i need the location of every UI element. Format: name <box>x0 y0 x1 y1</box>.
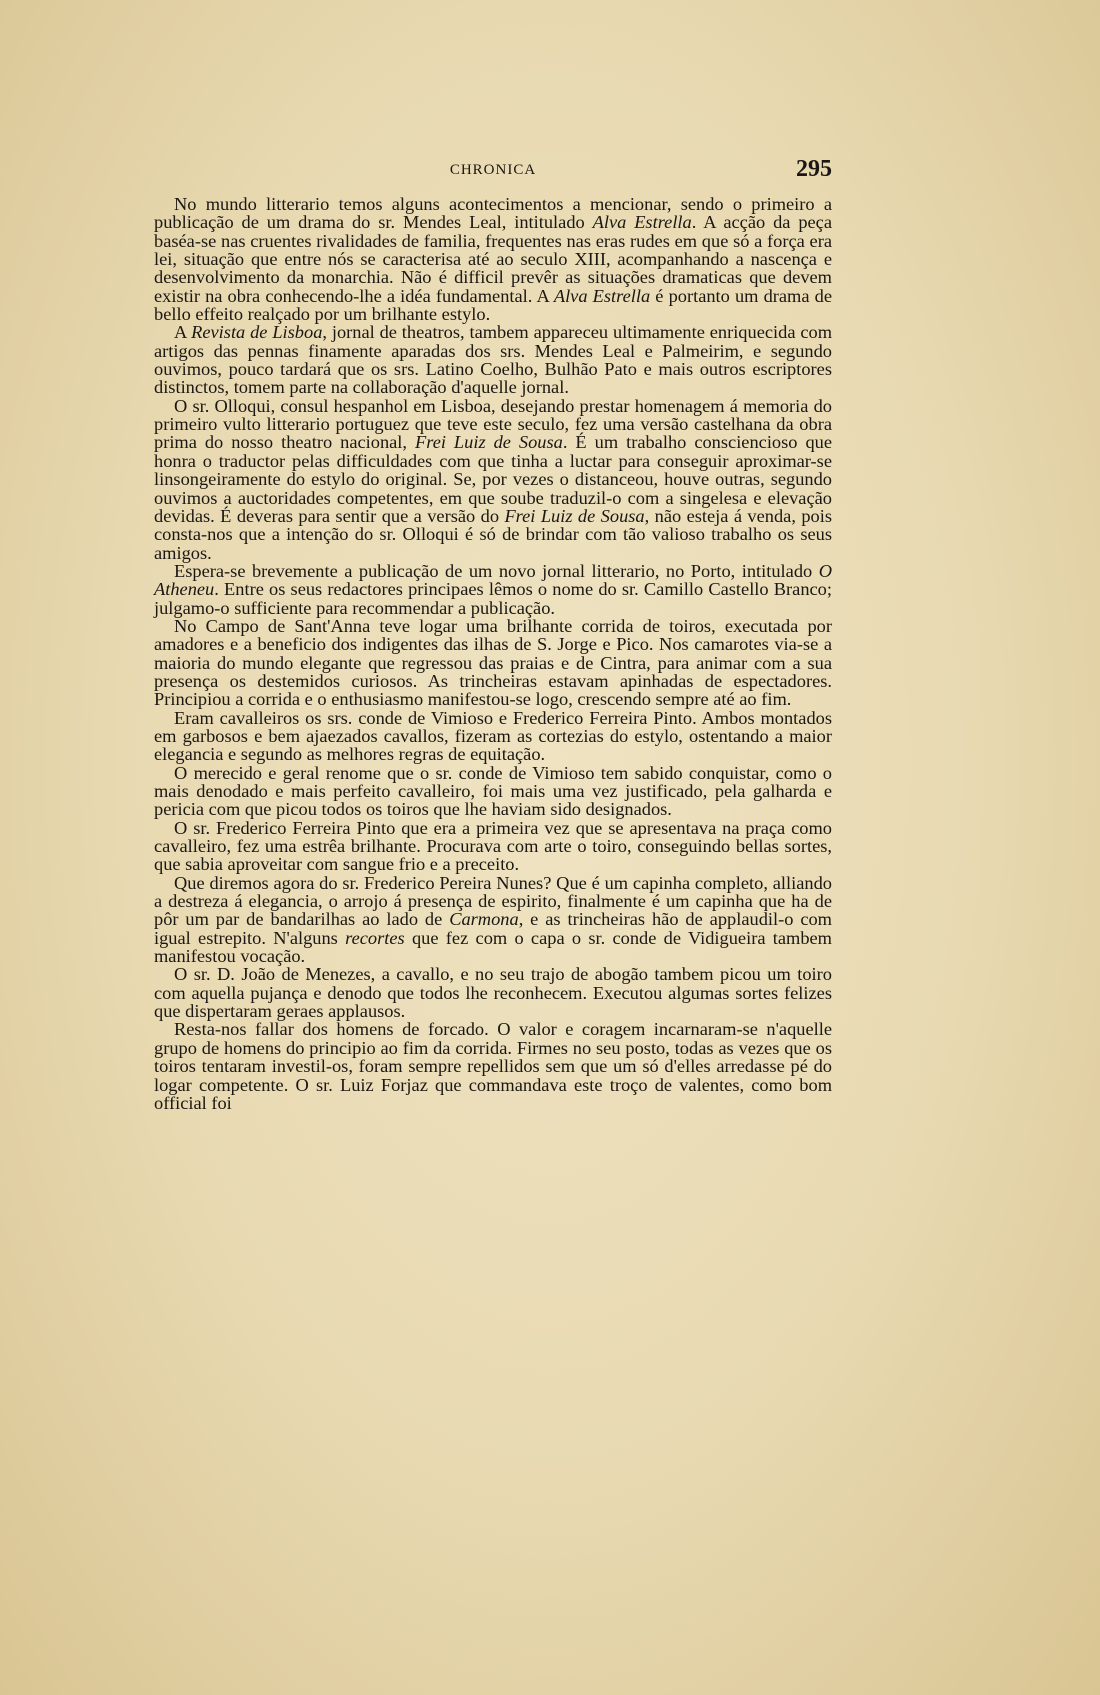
paragraph-olloqui <box>154 397 832 562</box>
paragraph-alva-estrella <box>154 195 832 323</box>
page-number: 295 <box>796 156 832 182</box>
work-title: O Atheneu <box>154 560 832 600</box>
text-segment: que fez com o capa o sr. conde de Vidigueira tambem manifestou vocação. <box>154 927 832 967</box>
text-segment: O sr. D. João de Menezes, a cavallo, e no seu trajo de abogão tambem picou um toiro com aquella pujança e denodo que todos lhe reconhecem. Executou algumas sortes felizes que dispertaram geraes applausos. <box>154 964 832 1022</box>
text-segment: O merecido e geral renome que o sr. conde de Vimioso tem sabido conquistar, como o mais denodado e mais perfeito cavalleiro, foi mais uma vez justificado, pela galharda e pericia com que picou todos os toiros que lhe haviam sido designados. <box>154 762 832 820</box>
work-title: Revista de Lisboa <box>191 322 323 343</box>
text-segment: A <box>174 322 192 343</box>
work-title: Frei Luiz de Sousa <box>414 432 563 453</box>
paragraph-cavalleiros <box>154 709 832 764</box>
text-segment: O sr. Olloqui, consul hespanhol em Lisboa, desejando prestar homenagem á memoria do primeiro vulto litterario portuguez que teve este seculo, fez uma versão castelhana da obra prima do nosso theatro nacional, <box>154 395 832 453</box>
text-segment: Que diremos agora do sr. Frederico Pereira Nunes? Que é um capinha completo, alliando a destreza á elegancia, o arrojo á presença de espirito, finalmente é um capinha que ha de pôr um par de bandarilhas ao lado de <box>154 872 832 930</box>
text-segment: , não esteja á venda, pois consta-nos que a intenção do sr. Olloqui é só de brindar com tão valioso trabalho os seus amigos. <box>154 505 832 563</box>
text-segment: , e as trincheiras hão de applaudil-o com igual estrepito. N'alguns <box>154 909 832 948</box>
text-segment: . A acção da peça baséa-se nas cruentes rivalidades de familia, frequentes nas eras rudes em que só a força era lei, situação que entre nós se caracterisa até ao seculo XIII, acompanhando a nascença e desenvolvimento da monarchia. Não é difficil prevêr as situações dramaticas que devem existir na obra conhecendo-lhe a idéa fundamental. A <box>154 212 832 306</box>
work-title: Frei Luiz de Sousa <box>504 505 645 526</box>
work-title: Alva Estrella <box>592 212 692 233</box>
paragraph-corrida <box>154 617 832 709</box>
term-italic: recortes <box>345 927 405 948</box>
paragraph-menezes <box>154 965 832 1020</box>
text-segment: No mundo litterario temos alguns acontecimentos a mencionar, sendo o primeiro a publicação de um drama do sr. Mendes Leal, intitulado <box>154 194 832 233</box>
name-italic: Carmona <box>449 909 519 930</box>
text-segment: . É um trabalho consciencioso que honra o traductor pelas difficuldades com que tinha a luctar para conseguir aproximar-se linsongeiramente do estylo do original. Se, por vezes o distanceou, houve outras, segundo ouvimos a auctoridades competentes, em que soube traduzil-o com a singelesa e elevação devidas. É deveras para sentir que a versão do <box>154 432 832 526</box>
paragraph-vimioso <box>154 764 832 819</box>
paragraph-pereira-nunes <box>154 874 832 966</box>
text-segment: é portanto um drama de bello effeito realçado por um brilhante estylo. <box>154 285 832 325</box>
paragraph-ferreira-pinto <box>154 819 832 874</box>
text-segment: No Campo de Sant'Anna teve logar uma brilhante corrida de toiros, executada por amadores e a beneficio dos indigentes das ilhas de S. Jorge e Pico. Nos camarotes via-se a maioria do mundo elegante que regressou das praias e de Cintra, para animar com a sua presença os destemidos curiosos. As trincheiras estavam apinhadas de espectadores. Principiou a corrida e o enthusiasmo manifestou-se logo, crescendo sempre até ao fim. <box>154 615 832 710</box>
text-segment: Espera-se brevemente a publicação de um novo jornal litterario, no Porto, intitulado <box>174 560 819 581</box>
running-title: CHRONICA <box>449 162 537 178</box>
text-segment: . Entre os seus redactores principaes lêmos o nome do sr. Camillo Castello Branco; julgamo-o sufficiente para recommendar a publicação. <box>154 579 832 618</box>
paragraph-revista-lisboa <box>154 323 832 396</box>
page-header <box>154 156 832 182</box>
paragraph-atheneu <box>154 562 832 617</box>
text-segment: O sr. Frederico Ferreira Pinto que era a primeira vez que se apresentava na praça como cavalleiro, fez uma estrêa brilhante. Procurava com arte o toiro, conseguindo bellas sortes, que sabia aproveitar com sangue frio e a preceito. <box>154 817 832 875</box>
text-segment: , jornal de theatros, tambem appareceu ultimamente enriquecida com artigos das pennas finamente aparadas dos srs. Mendes Leal e Palmeirim, e segundo ouvimos, pouco tardará que os srs. Latino Coelho, Bulhão Pato e mais outros escriptores distinctos, tomem parte na collaboração d'aquelle jornal. <box>154 322 833 398</box>
text-segment: Resta-nos fallar dos homens de forcado. O valor e coragem incarnaram-se n'aquelle grupo de homens do principio ao fim da corrida. Firmes no seu posto, todas as vezes que os toiros tentaram investil-os, foram sempre repellidos sem que um só d'elles arredasse pé do logar competente. O sr. Luiz Forjaz que commandava este troço de valentes, como bom official foi <box>154 1019 832 1113</box>
article-body <box>154 195 832 1112</box>
work-title: Alva Estrella <box>553 285 651 306</box>
text-segment: Eram cavalleiros os srs. conde de Vimioso e Frederico Ferreira Pinto. Ambos montados em garbosos e bem ajaezados cavallos, fizeram as cortezias do estylo, ostentando a maior elegancia e segundo as melhores regras de equitação. <box>154 707 832 765</box>
paragraph-forcados <box>154 1020 832 1112</box>
